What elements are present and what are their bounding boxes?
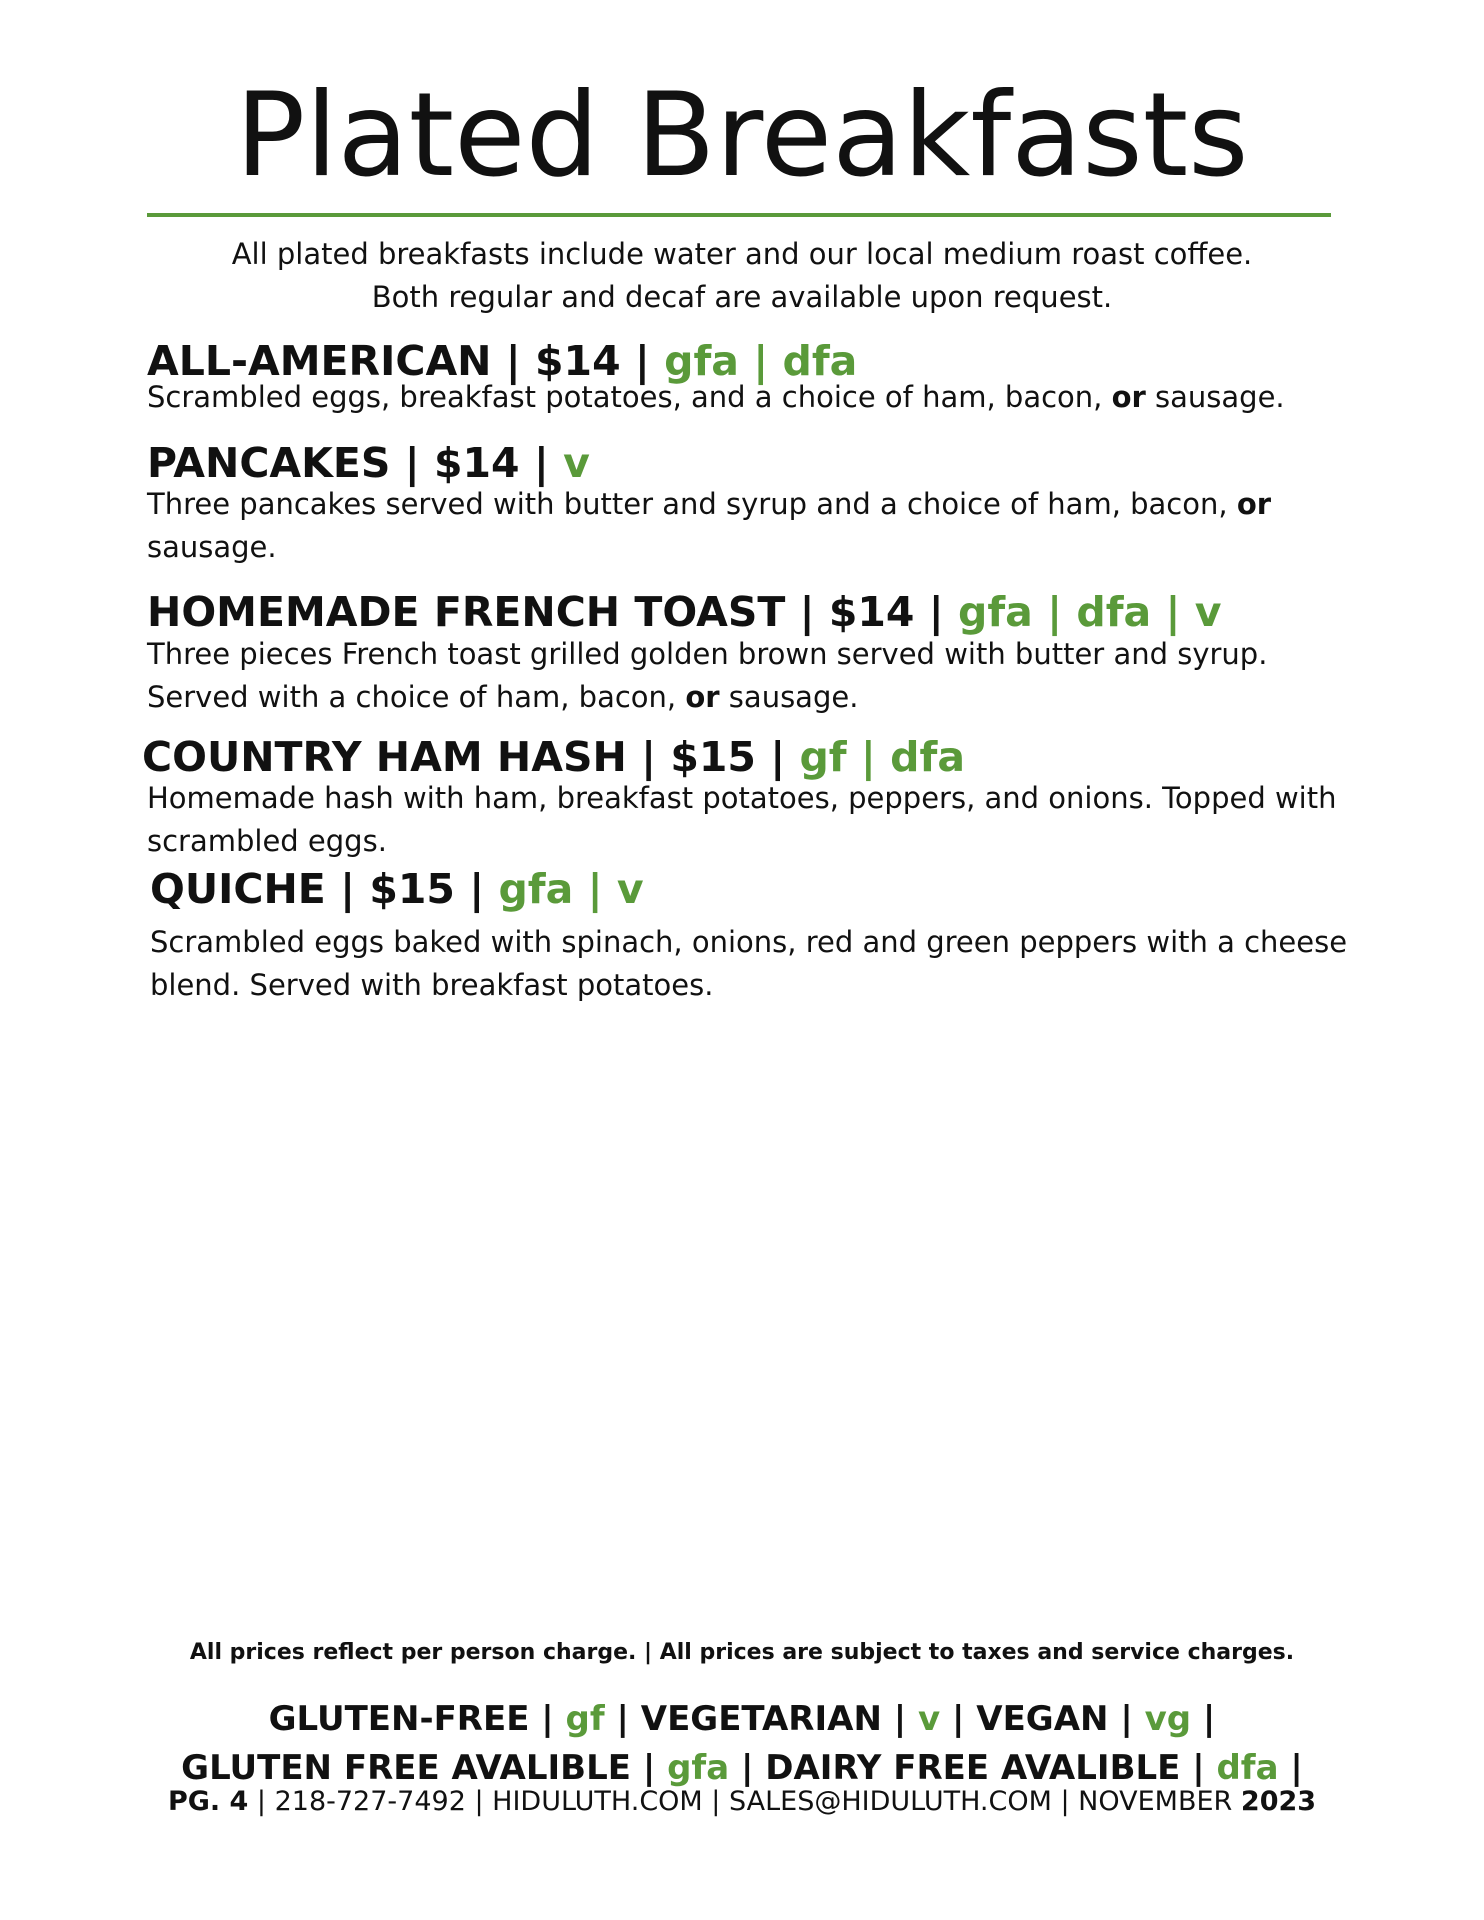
year: 2023 (1240, 1786, 1317, 1817)
menu-item-description (147, 633, 1367, 719)
menu-item-heading (147, 588, 1222, 636)
page-title: Plated Breakfasts (235, 68, 1249, 203)
description-or: or (1111, 380, 1146, 414)
legend-label: | (1191, 1699, 1216, 1739)
dietary-legend-line (0, 1748, 1484, 1788)
menu-item-name-price: COUNTRY HAM HASH | $15 | (142, 733, 800, 781)
legend-code: gf (565, 1699, 605, 1739)
legend-label: GLUTEN FREE AVALIBLE | (181, 1748, 668, 1788)
description-or: or (685, 680, 720, 714)
menu-item-description (147, 483, 1367, 569)
menu-item-name-price: QUICHE | $15 | (150, 865, 499, 913)
legend-label: | (1278, 1748, 1303, 1788)
description-text: sausage. (147, 530, 277, 564)
description-text: Scrambled eggs, breakfast potatoes, and a choice of ham, bacon, (147, 380, 1112, 414)
dietary-tags: gfa | v (498, 865, 644, 913)
legend-code: dfa (1216, 1748, 1279, 1788)
menu-item-heading (142, 733, 966, 781)
dietary-tags: v (563, 439, 590, 487)
description-text: Scrambled eggs baked with spinach, onions, red and green peppers with a cheese blend. Served with breakfast potatoes. (150, 925, 1348, 1002)
legend-label: | DAIRY FREE AVALIBLE | (729, 1748, 1217, 1788)
title-divider (147, 213, 1331, 217)
legend-code: gfa (667, 1748, 730, 1788)
menu-item-name-price: ALL-AMERICAN | $14 | (147, 337, 665, 385)
menu-item-heading (150, 865, 644, 913)
menu-item-description (147, 777, 1367, 863)
page-number: PG. 4 (167, 1786, 249, 1817)
dietary-tags: gfa | dfa | v (957, 588, 1222, 636)
menu-item-description (150, 921, 1370, 1007)
menu-item-description (147, 376, 1367, 419)
menu-item-heading (147, 439, 590, 487)
legend-label: GLUTEN-FREE | (268, 1699, 566, 1739)
contact-details: | 218-727-7492 | HIDULUTH.COM | SALES@HIDULUTH.COM | NOVEMBER (248, 1786, 1241, 1817)
description-text: sausage. (719, 680, 859, 714)
description-text: Homemade hash with ham, breakfast potatoes, peppers, and onions. Topped with scrambled eggs. (147, 781, 1337, 858)
dietary-tags: gfa | dfa (664, 337, 858, 385)
legend-code: vg (1144, 1699, 1192, 1739)
legend-label: | VEGETARIAN | (604, 1699, 918, 1739)
description-or: or (1236, 487, 1272, 521)
description-text: Three pieces French toast grilled golden brown served with butter and syrup. Served with a choice of ham, bacon, (147, 637, 1268, 714)
menu-item-name-price: HOMEMADE FRENCH TOAST | $14 | (147, 588, 958, 636)
description-text: sausage. (1145, 380, 1285, 414)
legend-code: v (918, 1699, 941, 1739)
dietary-legend-line (0, 1699, 1484, 1739)
legend-label: | VEGAN | (940, 1699, 1145, 1739)
intro-line: All plated breakfasts include water and our local medium roast coffee. (231, 237, 1253, 271)
intro-line: Both regular and decaf are available upon request. (371, 280, 1113, 314)
pricing-note: All prices reflect per person charge. | All prices are subject to taxes and service charges. (189, 1640, 1295, 1665)
dietary-tags: gf | dfa (799, 733, 966, 781)
description-text: Three pancakes served with butter and syrup and a choice of ham, bacon, (147, 487, 1237, 521)
menu-item-name-price: PANCAKES | $14 | (147, 439, 564, 487)
intro-text (0, 233, 1484, 319)
contact-line (0, 1786, 1484, 1817)
